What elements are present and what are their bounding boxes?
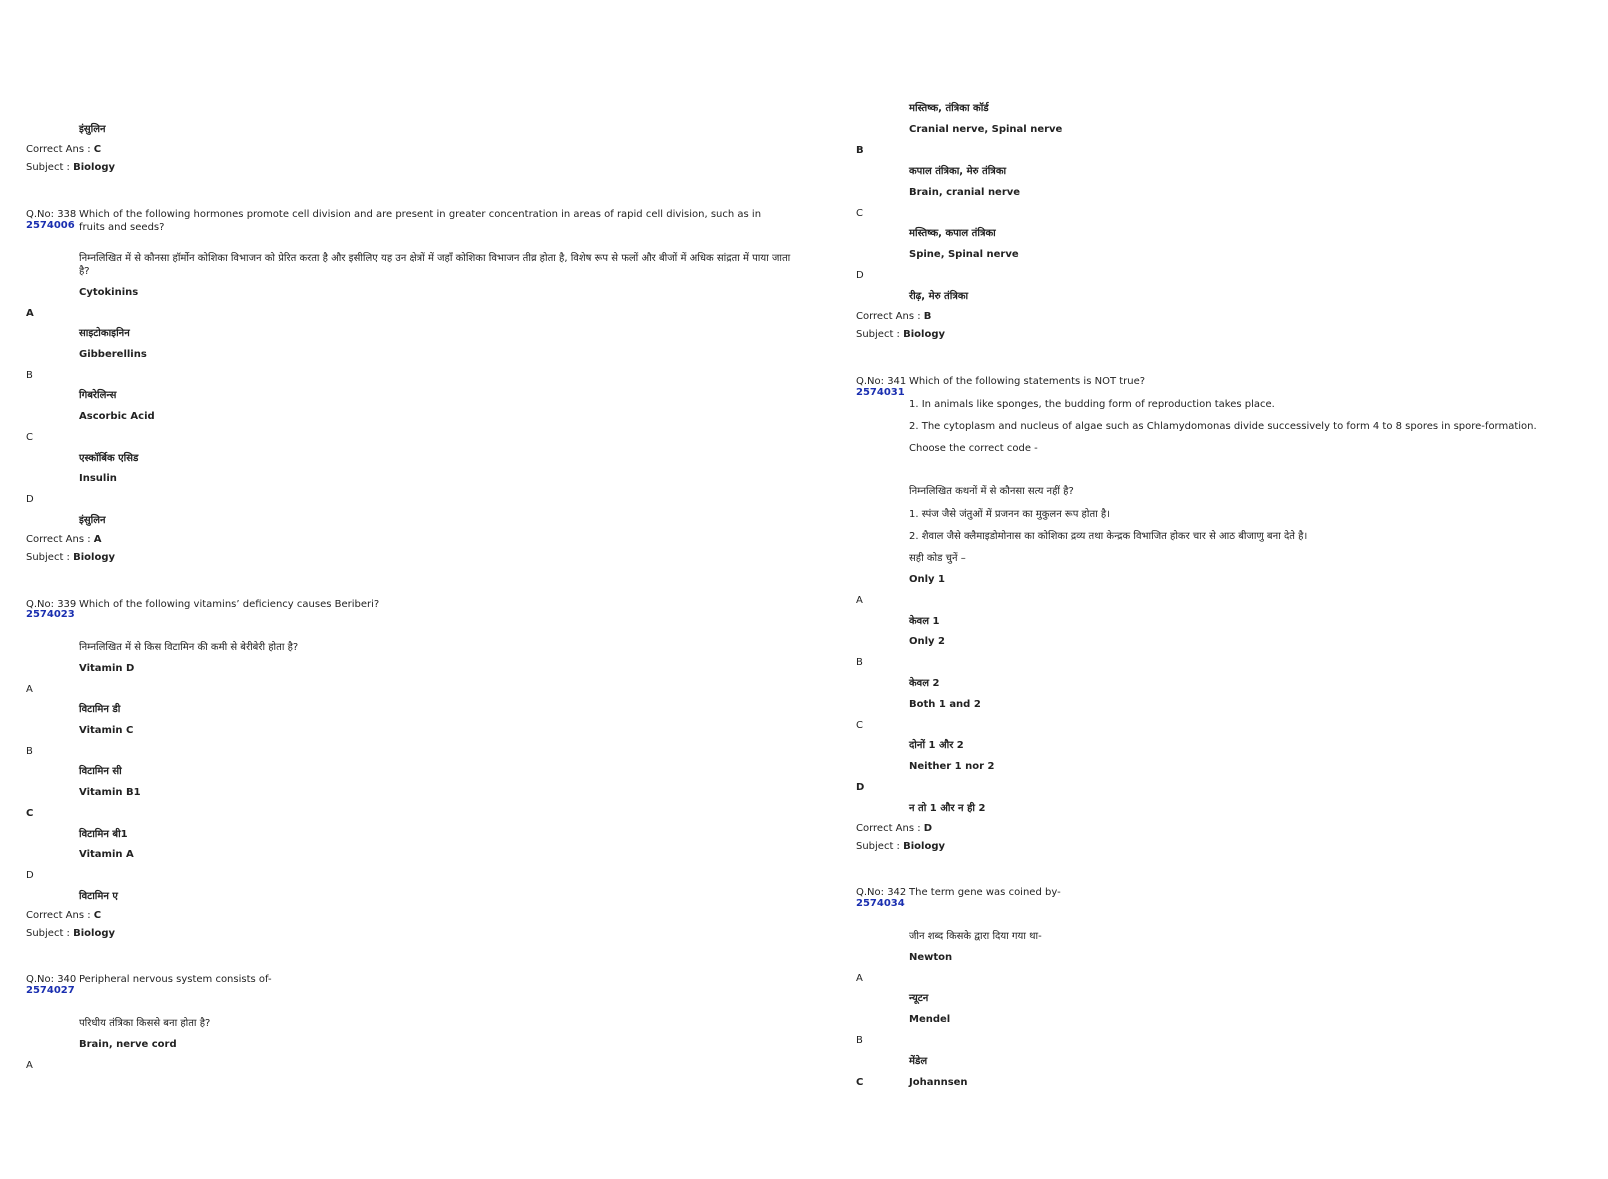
question-text-en: The term gene was coined by- [909, 887, 1061, 898]
option-letter: B [26, 370, 33, 381]
option-letter: C [26, 808, 34, 819]
correct-answer: Correct Ans : C [26, 910, 102, 921]
option-hi: मस्तिष्क, तंत्रिका कॉर्ड [909, 103, 989, 114]
option-hi: केवल 2 [909, 678, 940, 689]
option-letter: C [856, 1077, 864, 1088]
option-hi: कपाल तंत्रिका, मेरु तंत्रिका [909, 166, 1007, 177]
option-hi: इंसुलिन [79, 515, 106, 526]
option-en: Gibberellins [79, 349, 147, 360]
choose-code-en: Choose the correct code - [909, 443, 1038, 454]
option-letter: D [856, 782, 865, 793]
option-hi: मस्तिष्क, कपाल तंत्रिका [909, 228, 996, 239]
option-letter: D [26, 494, 34, 505]
question-id: 2574023 [26, 609, 75, 620]
question-id: 2574034 [856, 898, 905, 909]
option-en: Brain, nerve cord [79, 1039, 177, 1050]
option-letter: A [856, 973, 863, 984]
option-en: Only 2 [909, 636, 946, 647]
option-en: Only 1 [909, 574, 946, 585]
question-text-hi: निम्नलिखित में से कौनसा हॉर्मोन कोशिका विभाजन को प्रेरित करता है और इसीलिए यह उन क्षेत्रों में जहाँ कोशिका विभाजन तीव्र होता है, विशेष रूप से फलों और बीजों में अधिक सांद्रता में पाया जाता [79, 253, 791, 264]
option-letter: A [26, 308, 34, 319]
correct-answer: Correct Ans : B [856, 311, 932, 322]
correct-answer: Correct Ans : A [26, 534, 102, 545]
option-hi: विटामिन ए [79, 891, 118, 902]
subject: Subject : Biology [856, 841, 946, 852]
option-letter: B [856, 1035, 863, 1046]
option-en: Neither 1 nor 2 [909, 761, 995, 772]
question-text-en: Which of the following statements is NOT true? [909, 376, 1146, 387]
statement-1-hi: 1. स्पंज जैसे जंतुओं में प्रजनन का मुकुलन रूप होता है। [909, 509, 1111, 520]
option-en: Brain, cranial nerve [909, 187, 1021, 198]
option-hi: विटामिन बी1 [79, 829, 128, 840]
option-en: Cranial nerve, Spinal nerve [909, 124, 1063, 135]
statement-2-en: 2. The cytoplasm and nucleus of algae such as Chlamydomonas divide successively to form 4 to 8 spores in spore-formation. [909, 421, 1537, 432]
option-hi: विटामिन डी [79, 704, 121, 715]
option-en: Spine, Spinal nerve [909, 249, 1019, 260]
option-hi: साइटोकाइनिन [79, 328, 130, 339]
option-en: Newton [909, 952, 953, 963]
option-en: Insulin [79, 473, 117, 484]
option-en: Johannsen [909, 1077, 968, 1088]
question-number: Q.No: 342 [856, 887, 907, 898]
subject: Subject : Biology [856, 329, 946, 340]
question-number: Q.No: 338 [26, 209, 77, 220]
option-letter: B [856, 657, 863, 668]
option-letter: D [856, 270, 864, 281]
option-letter: B [26, 746, 33, 757]
option-hindi: इंसुलिन [79, 124, 106, 135]
option-hi: एस्कॉर्बिक एसिड [79, 453, 139, 464]
option-letter: B [856, 145, 864, 156]
option-letter: D [26, 870, 34, 881]
question-text-en: Which of the following vitamins’ deficiency causes Beriberi? [79, 599, 380, 610]
question-number: Q.No: 341 [856, 376, 907, 387]
choose-code-hi: सही कोड चुनें – [909, 553, 966, 564]
question-number: Q.No: 340 [26, 974, 77, 985]
option-hi: विटामिन सी [79, 766, 122, 777]
question-id: 2574031 [856, 387, 905, 398]
question-id: 2574027 [26, 985, 75, 996]
option-hi: न्यूटन [909, 993, 929, 1004]
option-letter: C [26, 432, 33, 443]
correct-answer: Correct Ans : D [856, 823, 933, 834]
option-letter: A [856, 595, 863, 606]
question-text-hi: निम्नलिखित कथनों में से कौनसा सत्य नहीं है? [909, 486, 1074, 497]
question-text-hi-cont: है? [79, 266, 90, 277]
option-en: Vitamin D [79, 663, 135, 674]
question-text-hi: जीन शब्द किसके द्वारा दिया गया था- [909, 931, 1042, 942]
option-en: Cytokinins [79, 287, 139, 298]
question-text-en: Peripheral nervous system consists of- [79, 974, 272, 985]
question-id: 2574006 [26, 220, 75, 231]
option-hi: दोनों 1 और 2 [909, 740, 964, 751]
option-letter: A [26, 684, 33, 695]
option-letter: C [856, 720, 863, 731]
option-hi: मेंडेल [909, 1056, 928, 1067]
subject: Subject : Biology [26, 162, 116, 173]
correct-answer: Correct Ans : C [26, 144, 102, 155]
option-hi: गिबरेलिन्स [79, 390, 117, 401]
option-en: Vitamin C [79, 725, 134, 736]
option-en: Mendel [909, 1014, 951, 1025]
question-text-en: Which of the following hormones promote cell division and are present in greater concentration in areas of rapid cell division, such as in fruits and seeds? [79, 209, 762, 233]
option-hi: रीढ़, मेरु तंत्रिका [909, 291, 969, 302]
option-en: Both 1 and 2 [909, 699, 981, 710]
question-number: Q.No: 339 [26, 599, 77, 610]
option-en: Vitamin A [79, 849, 134, 860]
option-letter: A [26, 1060, 33, 1071]
question-text-hi: परिधीय तंत्रिका किससे बना होता है? [79, 1018, 211, 1029]
option-en: Vitamin B1 [79, 787, 141, 798]
option-hi: न तो 1 और न ही 2 [909, 803, 986, 814]
option-letter: C [856, 208, 863, 219]
statement-2-hi: 2. शैवाल जैसे क्लैमाइडोमोनास का कोशिका द्रव्य तथा केन्द्रक विभाजित होकर चार से आठ बीजाणु बना देते है। [909, 531, 1308, 542]
statement-1-en: 1. In animals like sponges, the budding form of reproduction takes place. [909, 399, 1275, 410]
option-hi: केवल 1 [909, 616, 940, 627]
subject: Subject : Biology [26, 552, 116, 563]
question-text-hi: निम्नलिखित में से किस विटामिन की कमी से बेरीबेरी होता है? [79, 642, 299, 653]
option-en: Ascorbic Acid [79, 411, 155, 422]
subject: Subject : Biology [26, 928, 116, 939]
